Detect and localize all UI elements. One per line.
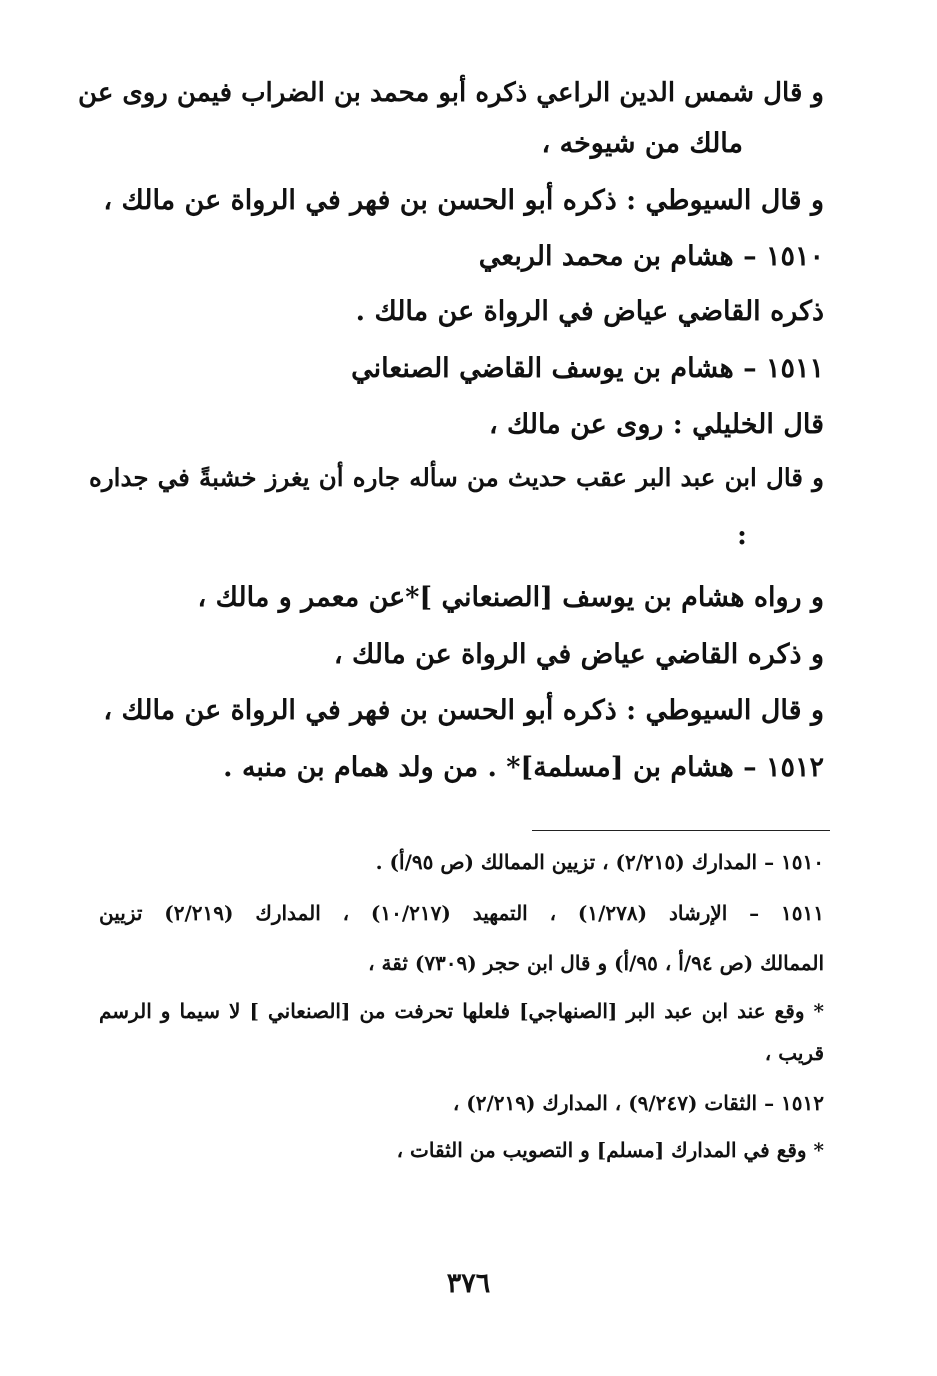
entry-heading-1510: ١٥١٠ – هشام بن محمد الربعي bbox=[478, 241, 824, 272]
footnote-line-3: الممالك (ص ٩٤/أ ، ٩٥/أ) و قال ابن حجر (٧٣٠٩) ثقة ، bbox=[368, 951, 824, 975]
footnote-line-5: قريب ، bbox=[764, 1041, 824, 1065]
body-line-10: و رواه هشام بن يوسف [الصنعاني ]*عن معمر و مالك ، bbox=[197, 582, 824, 613]
page-number: ٣٧٦ bbox=[446, 1268, 491, 1299]
body-line-8: و قال ابن عبد البر عقب حديث من سأله جاره أن يغرز خشبةً في جداره bbox=[89, 463, 824, 492]
footnote-line-6: ١٥١٢ – الثقات (٩/٢٤٧) ، المدارك (٢/٢١٩) ، bbox=[452, 1091, 824, 1115]
footnote-line-1: ١٥١٠ – المدارك (٢/٢١٥) ، تزيين الممالك (ص ٩٥/أ) . bbox=[375, 850, 824, 874]
footnote-line-7: * وقع في المدارك [مسلم] و التصويب من الثقات ، bbox=[396, 1138, 824, 1162]
body-line-7: قال الخليلي : روى عن مالك ، bbox=[488, 409, 824, 440]
entry-heading-1511: ١٥١١ – هشام بن يوسف القاضي الصنعاني bbox=[351, 353, 824, 384]
entry-heading-1512: ١٥١٢ – هشام بن [مسلمة]* . من ولد همام بن منبه . bbox=[223, 752, 824, 783]
body-line-5: ذكره القاضي عياض في الرواة عن مالك . bbox=[355, 296, 824, 327]
body-line-9: : bbox=[737, 520, 747, 551]
body-line-12: و قال السيوطي : ذكره أبو الحسن بن فهر في الرواة عن مالك ، bbox=[103, 695, 824, 726]
body-line-1: و قال شمس الدين الراعي ذكره أبو محمد بن الضراب فيمن روى عن bbox=[78, 78, 824, 108]
body-line-2: مالك من شيوخه ، bbox=[541, 128, 743, 159]
body-line-3: و قال السيوطي : ذكره أبو الحسن بن فهر في الرواة عن مالك ، bbox=[103, 185, 824, 216]
footnote-separator bbox=[532, 830, 830, 831]
footnote-line-4: * وقع عند ابن عبد البر [الصنهاجي] فلعلها تحرفت من [الصنعاني ] لا سيما و الرسم bbox=[99, 999, 824, 1023]
footnote-line-2: ١٥١١ – الإرشاد (١/٢٧٨) ، التمهيد (١٠/٢١٧) ، المدارك (٢/٢١٩) تزيين bbox=[99, 901, 824, 925]
body-line-11: و ذكره القاضي عياض في الرواة عن مالك ، bbox=[333, 639, 824, 670]
